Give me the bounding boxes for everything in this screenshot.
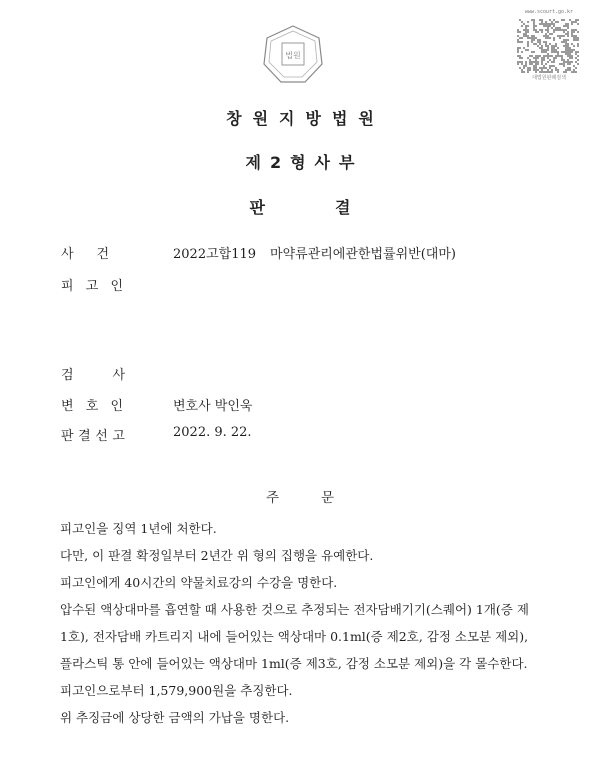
prosecutor-row	[61, 364, 581, 384]
counsel-label: 변 호 인	[61, 399, 123, 414]
document-type-title: 판결	[249, 198, 421, 217]
counsel-row	[61, 395, 581, 415]
sentence-date-value: 2022. 9. 22.	[173, 425, 252, 440]
qr-code	[517, 19, 579, 73]
case-name: 마약류관리에관한법률위반(대마)	[270, 247, 456, 262]
ruling-line: 위 추징금에 상당한 금액의 가납을 명한다.	[60, 710, 290, 725]
qr-caption: 대법원판례검색	[532, 75, 566, 81]
case-label: 사 건	[61, 247, 109, 262]
court-seal-emblem	[262, 24, 324, 86]
ruling-line: 압수된 액상대마를 흡연할 때 사용한 것으로 추정되는 전자담배기기(스퀘어) 1개(증 제	[60, 602, 529, 617]
case-number: 2022고합119	[173, 247, 257, 262]
case-row	[61, 243, 581, 263]
ruling-line: 피고인에게 40시간의 약물치료강의 수강을 명한다.	[60, 575, 338, 590]
prosecutor-label: 검 사	[61, 368, 125, 383]
qr-url: www.scourt.go.kr	[524, 9, 574, 15]
seal-text: 법원	[285, 51, 301, 60]
ruling-line: 다만, 이 판결 확정일부터 2년간 위 형의 집행을 유예한다.	[60, 548, 374, 563]
division-name: 제2형사부	[245, 153, 364, 172]
sentence-date-label: 판 결 선 고	[61, 429, 125, 444]
ruling-section-title: 주문	[265, 490, 377, 506]
defendant-row	[61, 275, 581, 295]
ruling-line: 피고인을 징역 1년에 처한다.	[60, 521, 217, 536]
ruling-line: 플라스틱 통 안에 들어있는 액상대마 1ml(증 제3호, 감정 소모분 제외)을 각 몰수한다.	[60, 656, 528, 671]
ruling-list	[60, 515, 560, 731]
court-name: 창원지방법원	[226, 109, 385, 128]
case-value	[173, 243, 456, 262]
counsel-value: 변호사 박인욱	[173, 399, 253, 414]
sentence-date-row	[61, 425, 581, 445]
defendant-label: 피 고 인	[61, 279, 123, 294]
ruling-line: 1호), 전자담배 카트리지 내에 들어있는 액상대마 0.1ml(증 제2호, 감정 소모분 제외),	[60, 629, 529, 644]
ruling-line: 피고인으로부터 1,579,900원을 추징한다.	[60, 683, 293, 698]
